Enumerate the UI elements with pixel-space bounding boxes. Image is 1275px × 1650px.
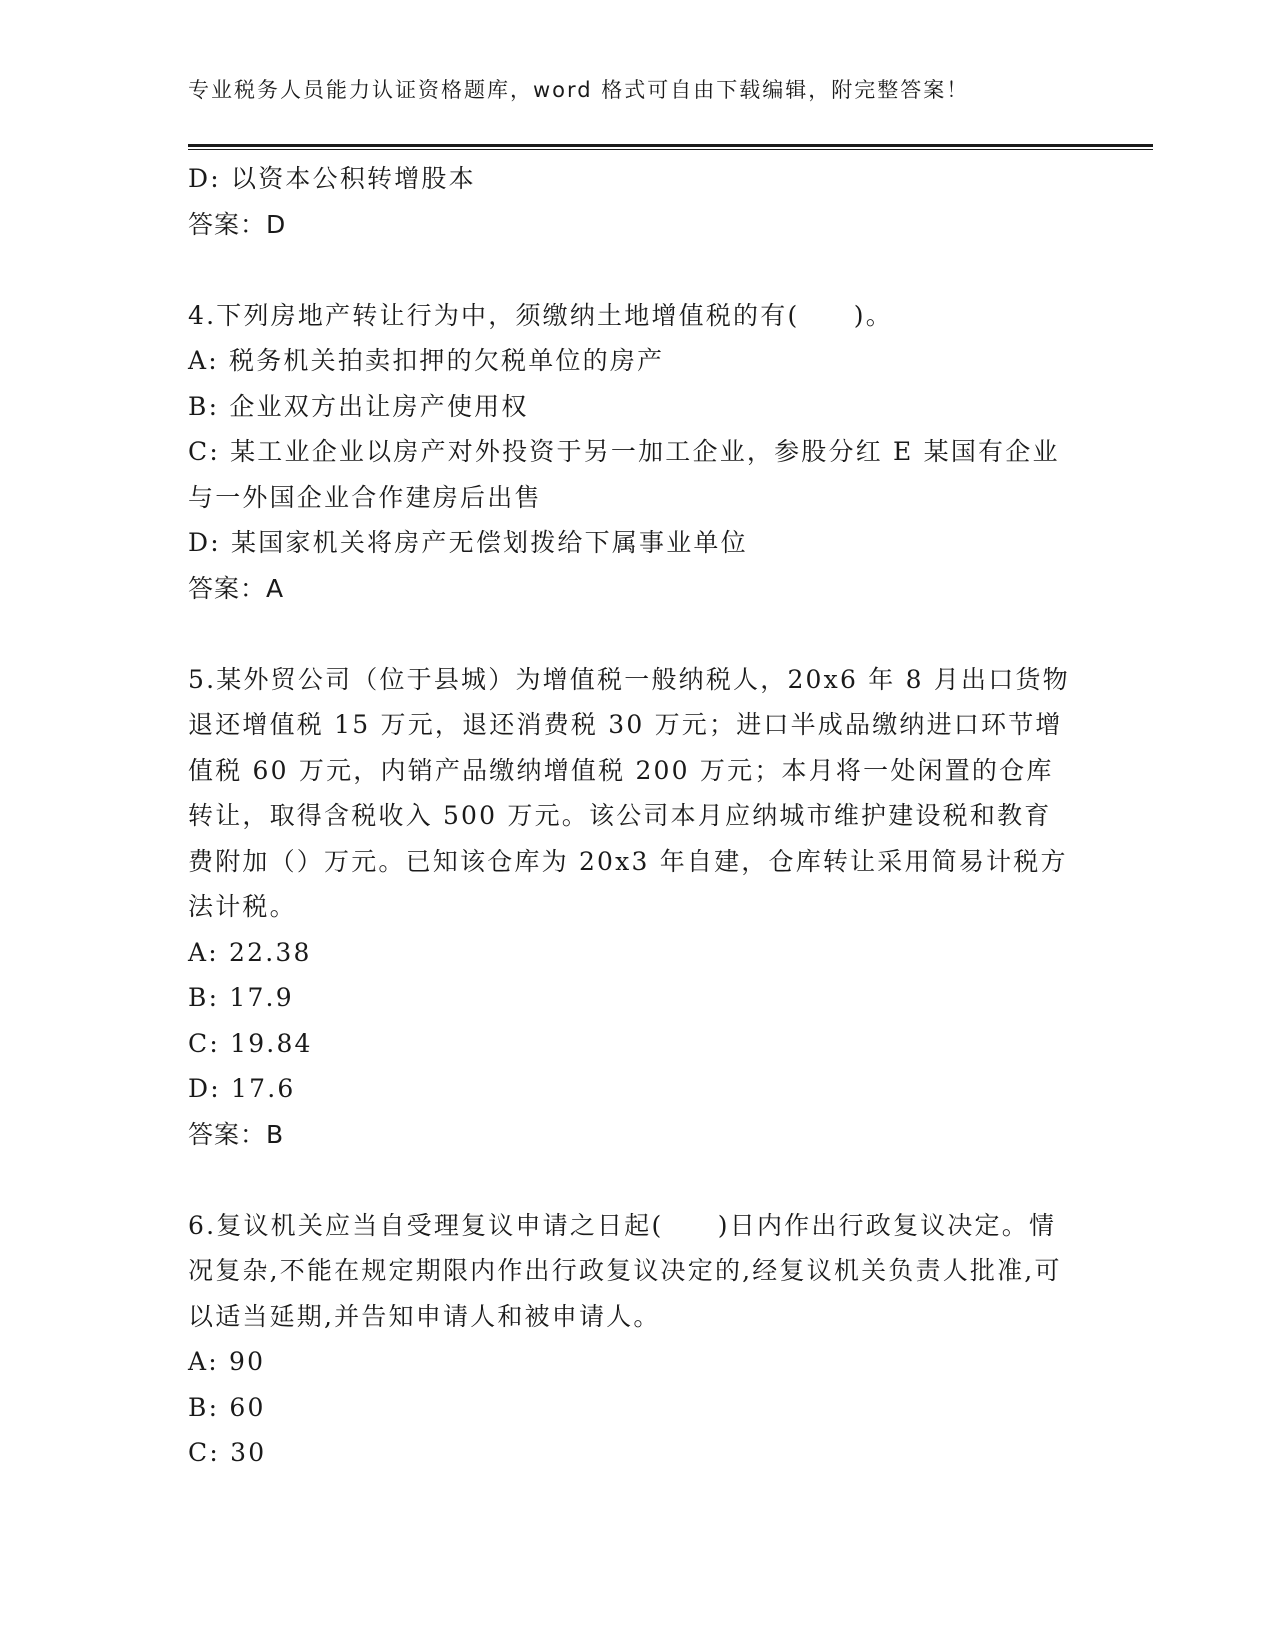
answer: 答案：B [188, 1119, 285, 1149]
option-d: D: 17.6 [188, 1074, 296, 1103]
question-text: 4.下列房地产转让行为中，须缴纳土地增值税的有( )。 [188, 300, 893, 330]
question-3-tail [188, 156, 1078, 247]
spacer [188, 1157, 1078, 1203]
option-d: D: 以资本公积转增股本 [188, 164, 476, 193]
option-b: B: 60 [188, 1392, 266, 1422]
header-rule-thick [188, 144, 1153, 147]
question-6 [188, 1203, 1078, 1476]
option-c: C: 30 [188, 1438, 267, 1467]
spacer [188, 247, 1078, 293]
header-rule-thin [188, 149, 1153, 150]
question-5 [188, 657, 1078, 1158]
page-header: 专业税务人员能力认证资格题库，word 格式可自由下载编辑，附完整答案！ [188, 78, 970, 102]
question-text: 6.复议机关应当自受理复议申请之日起( )日内作出行政复议决定。情况复杂,不能在规定期限内作出行政复议决定的,经复议机关负责人批准,可以适当延期,并告知申请人和被申请人。 [188, 1210, 1062, 1331]
option-a: A: 22.38 [188, 937, 312, 967]
option-d: D: 某国家机关将房产无偿划拨给下属事业单位 [188, 528, 748, 557]
question-text: 5.某外贸公司（位于县城）为增值税一般纳税人，20x6 年 8 月出口货物退还增值税 15 万元，退还消费税 30 万元；进口半成品缴纳进口环节增值税 60 万元，内销产品缴纳增值税 200 万元；本月将一处闲置的仓库转让，取得含税收入 500 万元。该公司本月应纳城市维护建设税和教育费附加（）万元。已知该仓库为 20x3 年自建，仓库转让采用简易计税方法计税。 [188, 664, 1070, 921]
option-a: A: 税务机关拍卖扣押的欠税单位的房产 [188, 346, 665, 375]
answer: 答案：A [188, 573, 285, 603]
answer: 答案：D [188, 209, 287, 239]
option-b: B: 企业双方出让房产使用权 [188, 391, 529, 421]
document-body [188, 156, 1078, 1476]
option-b: B: 17.9 [188, 983, 294, 1012]
spacer [188, 611, 1078, 657]
option-c: C: 19.84 [188, 1028, 313, 1058]
option-a: A: 90 [188, 1347, 266, 1376]
option-c: C: 某工业企业以房产对外投资于另一加工企业，参股分红 E 某国有企业与一外国企业合作建房后出售 [188, 437, 1060, 512]
question-4 [188, 293, 1078, 612]
